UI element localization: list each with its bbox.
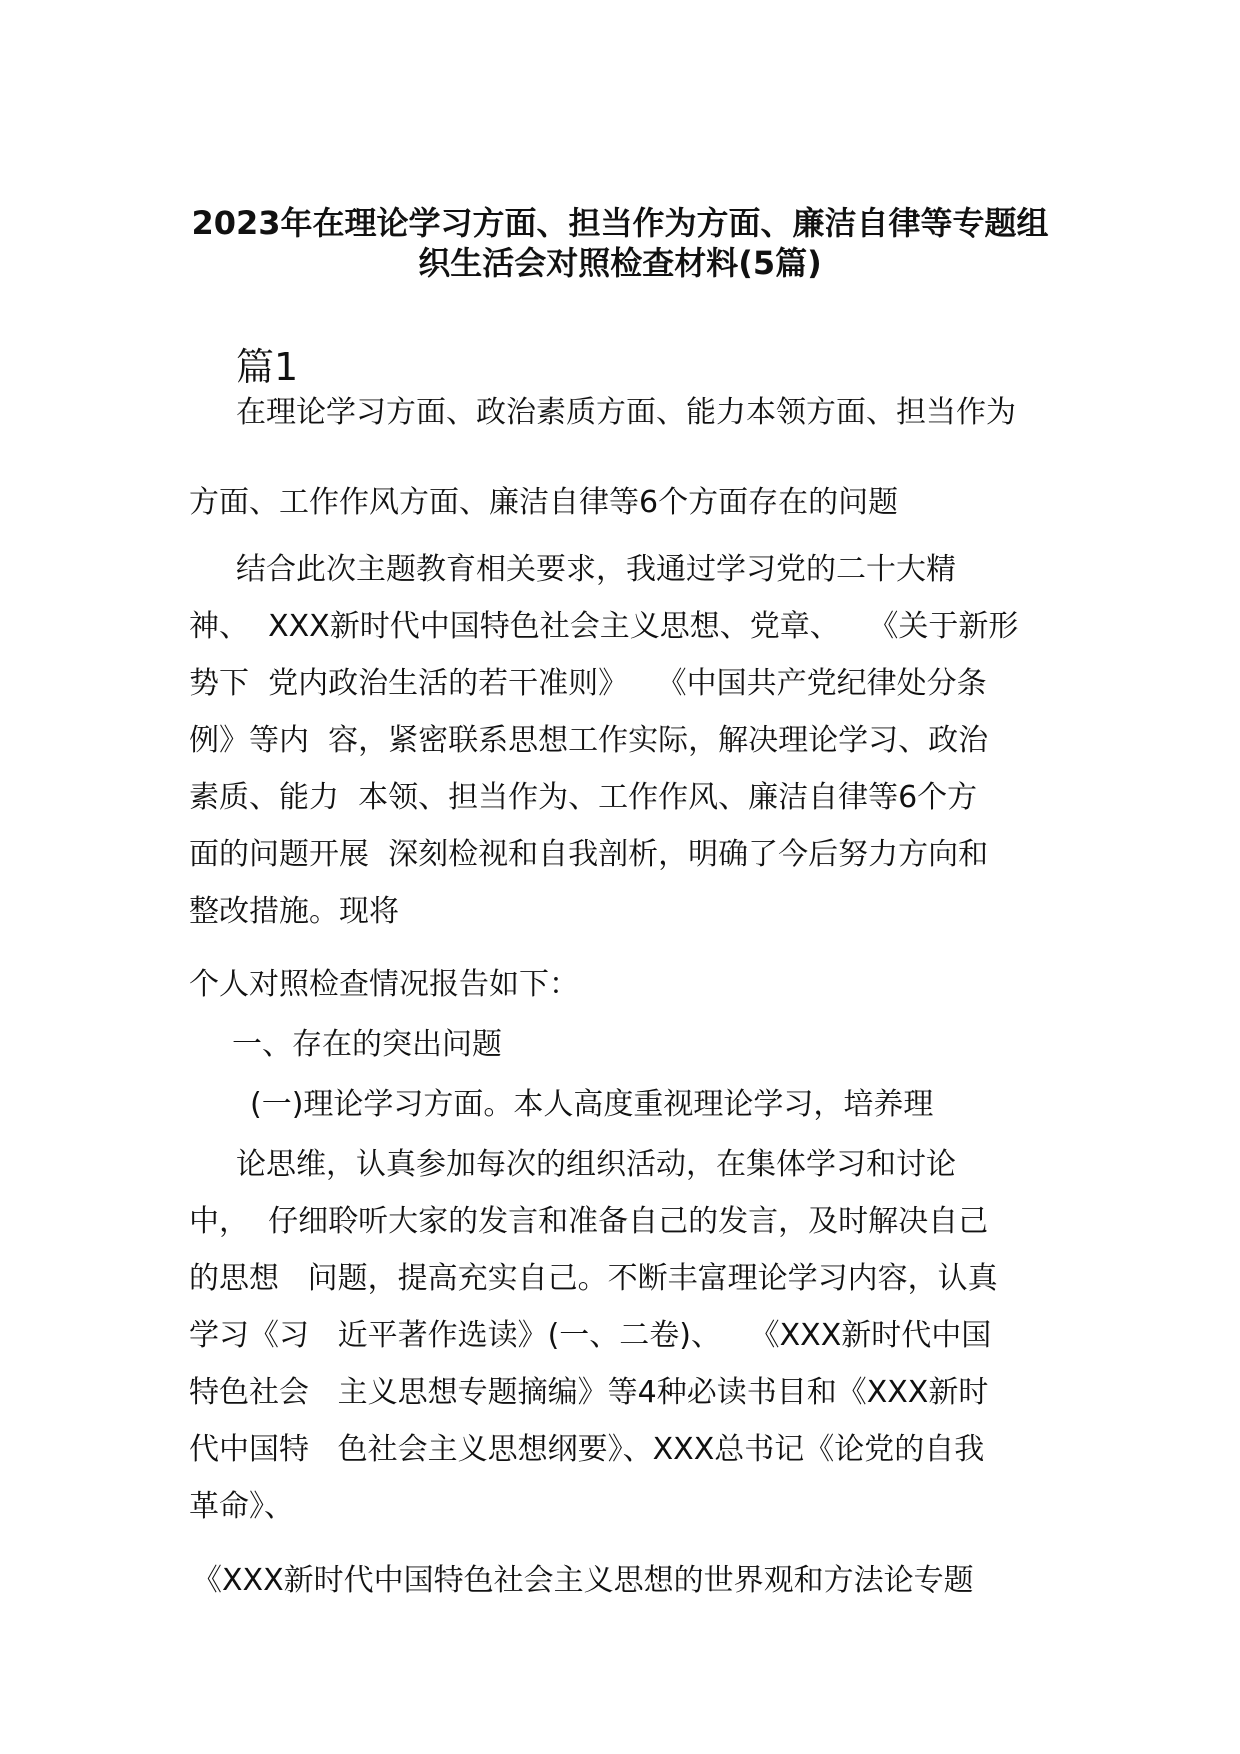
body-line: 素质、能力 本领、担当作为、工作作风、廉洁自律等6个方 bbox=[189, 780, 978, 815]
body-line: 结合此次主题教育相关要求，我通过学习党的二十大精 bbox=[236, 552, 956, 587]
body-line: 在理论学习方面、政治素质方面、能力本领方面、担当作为 bbox=[236, 395, 1016, 430]
body-line: 论思维，认真参加每次的组织活动，在集体学习和讨论 bbox=[236, 1147, 956, 1182]
body-line: 方面、工作作风方面、廉洁自律等6个方面存在的问题 bbox=[189, 485, 899, 520]
body-line: 学习《习 近平著作选读》(一、二卷)、 《XXX新时代中国 bbox=[189, 1318, 992, 1353]
body-line: 整改措施。现将 bbox=[189, 894, 399, 929]
body-line: 代中国特 色社会主义思想纲要》、XXX总书记《论党的自我 bbox=[189, 1432, 985, 1467]
subsection-heading: (一)理论学习方面。本人高度重视理论学习，培养理 bbox=[250, 1087, 934, 1122]
body-line: 势下 党内政治生活的若干准则》 《中国共产党纪律处分条 bbox=[189, 666, 987, 701]
body-line: 革命》、 bbox=[189, 1489, 294, 1524]
body-line: 的思想 问题，提高充实自己。不断丰富理论学习内容，认真 bbox=[189, 1261, 998, 1296]
document-title-line-2: 织生活会对照检查材料(5篇) bbox=[418, 244, 822, 282]
body-line: 中， 仔细聆听大家的发言和准备自己的发言，及时解决自己 bbox=[189, 1204, 989, 1239]
section-heading: 一、存在的突出问题 bbox=[232, 1027, 502, 1062]
chapter-label: 篇1 bbox=[236, 345, 299, 389]
body-line: 例》等内 容，紧密联系思想工作实际，解决理论学习、政治 bbox=[189, 723, 989, 758]
body-line: 特色社会 主义思想专题摘编》等4种必读书目和《XXX新时 bbox=[189, 1375, 989, 1410]
body-line: 神、 XXX新时代中国特色社会主义思想、党章、 《关于新形 bbox=[189, 609, 1019, 644]
document-title-line-1: 2023年在理论学习方面、担当作为方面、廉洁自律等专题组 bbox=[191, 204, 1049, 242]
body-line: 个人对照检查情况报告如下： bbox=[189, 967, 579, 1002]
body-line: 面的问题开展 深刻检视和自我剖析，明确了今后努力方向和 bbox=[189, 837, 989, 872]
body-line: 《XXX新时代中国特色社会主义思想的世界观和方法论专题 bbox=[192, 1563, 974, 1598]
